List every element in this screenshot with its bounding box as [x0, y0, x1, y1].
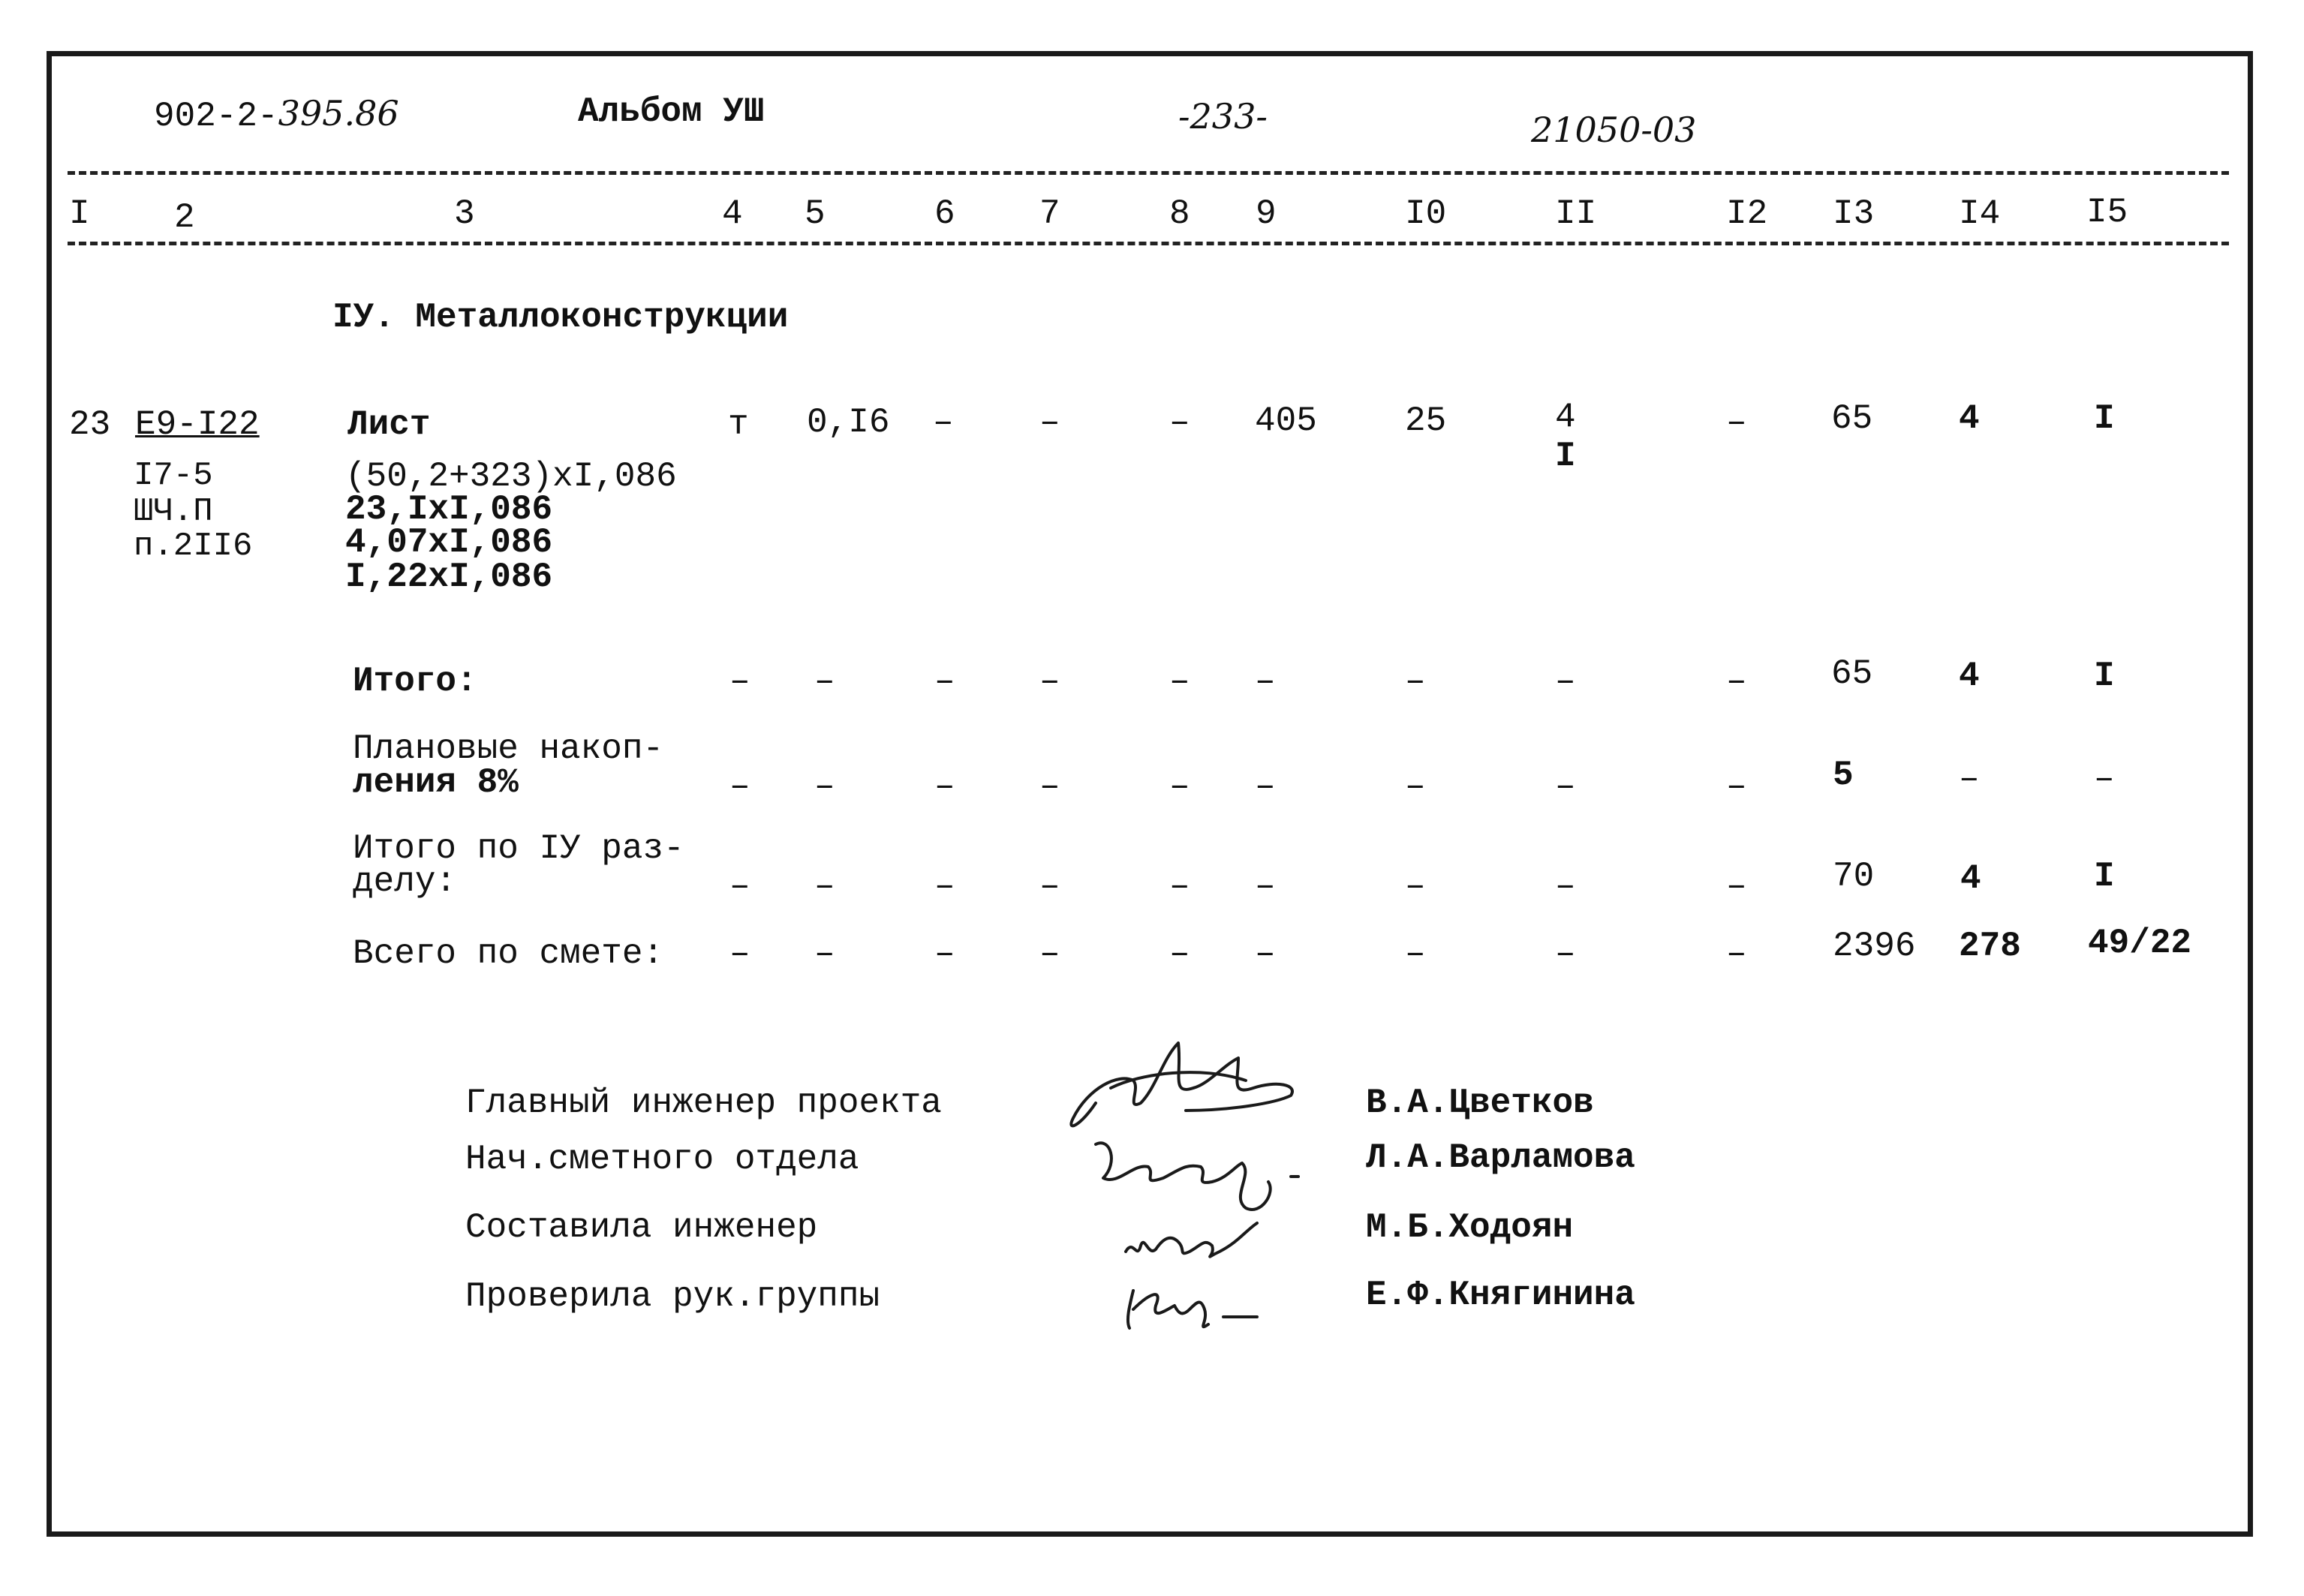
total-label: делу: [353, 862, 457, 901]
dash: – [1039, 767, 1060, 806]
dash: – [1726, 662, 1747, 701]
total-c13: 65 [1831, 654, 1873, 693]
row-c11-bottom: I [1555, 437, 1576, 476]
row-c6: – [933, 403, 954, 442]
signer-role: Нач.сметного отдела [465, 1140, 859, 1179]
row-c12: – [1726, 403, 1747, 442]
col-header: 9 [1256, 194, 1277, 233]
signer-role: Составила инженер [465, 1208, 818, 1247]
dash: – [814, 767, 835, 806]
col-header: 5 [805, 194, 826, 233]
total-c14: – [1959, 759, 1980, 798]
col-header: I5 [2086, 193, 2128, 232]
total-c14: 4 [1960, 859, 1981, 898]
dash: – [729, 662, 750, 701]
total-label: Плановые накоп- [353, 729, 664, 768]
dash: – [1039, 934, 1060, 973]
row-number: 23 [69, 405, 111, 444]
dash: – [1726, 934, 1747, 973]
dash: – [1555, 767, 1576, 806]
dash: – [1039, 867, 1060, 906]
row-calc: (50,2+323)хI,086 [345, 457, 677, 496]
dash: – [1405, 767, 1426, 806]
dash: – [1555, 867, 1576, 906]
dash: – [1255, 867, 1276, 906]
dash: – [1555, 934, 1576, 973]
signer-name: В.А.Цветков [1366, 1084, 1594, 1123]
row-c10: 25 [1405, 401, 1447, 440]
dash: – [729, 767, 750, 806]
col-header: I2 [1726, 194, 1768, 233]
row-c8: – [1169, 403, 1190, 442]
dash: – [1405, 934, 1426, 973]
col-header: 4 [722, 194, 743, 233]
total-label: Итого по IУ раз- [353, 829, 684, 868]
row-c14: 4 [1959, 399, 1980, 438]
total-label: ления 8% [353, 763, 519, 802]
row-ref: п.2II6 [134, 527, 253, 565]
row-calc: I,22хI,086 [345, 558, 553, 597]
header-rule-top [68, 171, 2229, 175]
dash: – [1169, 934, 1190, 973]
row-c9: 405 [1255, 401, 1317, 440]
dash: – [1726, 767, 1747, 806]
doc-code: 21050-03 [1531, 110, 1697, 150]
total-c15: I [2094, 657, 2115, 696]
total-c13: 2396 [1833, 927, 1916, 966]
dash: – [934, 934, 955, 973]
total-c13: 70 [1833, 857, 1875, 896]
header-rule-bottom [68, 242, 2229, 245]
dash: – [1169, 662, 1190, 701]
row-unit: т [728, 405, 749, 444]
total-c15: I [2094, 857, 2115, 896]
col-header: I [69, 194, 90, 233]
dash: – [729, 867, 750, 906]
row-c7: – [1039, 403, 1060, 442]
row-calc: 23,IхI,086 [345, 490, 553, 529]
total-c14: 4 [1959, 657, 1980, 696]
dash: – [1255, 934, 1276, 973]
handwritten-signatures-graphic [1051, 1013, 1321, 1336]
dash: – [1169, 767, 1190, 806]
dash: – [729, 934, 750, 973]
dash: – [934, 662, 955, 701]
dash: – [1405, 662, 1426, 701]
row-name: Лист [347, 405, 431, 444]
dash: – [934, 767, 955, 806]
col-header: 3 [454, 194, 475, 233]
col-header: 2 [174, 198, 195, 237]
row-c11-top: 4 [1555, 398, 1576, 437]
col-header: I0 [1405, 194, 1447, 233]
dash: – [814, 934, 835, 973]
dash: – [814, 662, 835, 701]
signer-role: Главный инженер проекта [465, 1084, 942, 1123]
total-c13: 5 [1833, 756, 1854, 795]
signer-role: Проверила рук.группы [465, 1277, 880, 1316]
total-label: Итого: [353, 662, 477, 701]
row-qty: 0,I6 [807, 403, 890, 442]
dash: – [1555, 662, 1576, 701]
dash: – [1039, 662, 1060, 701]
col-header: 7 [1039, 194, 1060, 233]
row-c13: 65 [1831, 399, 1873, 438]
dash: – [1405, 867, 1426, 906]
row-ref: ШЧ.П [134, 493, 213, 530]
signer-name: Л.А.Варламова [1366, 1138, 1635, 1177]
page-number: -233- [1178, 96, 1268, 137]
col-header: 8 [1169, 194, 1190, 233]
doc-number: 902-2-395.86 [154, 93, 399, 136]
total-c14: 278 [1959, 927, 2021, 966]
col-header: I3 [1833, 194, 1875, 233]
dash: – [1255, 662, 1276, 701]
col-header: II [1555, 194, 1597, 233]
album-label: Альбом УШ [578, 92, 765, 131]
dash: – [934, 867, 955, 906]
row-c15: I [2094, 399, 2115, 438]
col-header: I4 [1959, 194, 2001, 233]
row-calc: 4,07хI,086 [345, 523, 553, 562]
row-code: Е9-I22 [135, 405, 260, 444]
signer-name: М.Б.Ходоян [1366, 1208, 1574, 1247]
dash: – [1255, 767, 1276, 806]
section-title: IУ. Металлоконструкции [332, 298, 789, 337]
row-ref: I7-5 [134, 457, 213, 494]
signer-name: Е.Ф.Княгинина [1366, 1276, 1635, 1315]
total-label: Всего по смете: [353, 934, 664, 973]
total-c15: – [2094, 759, 2115, 798]
col-header: 6 [934, 194, 955, 233]
dash: – [1726, 867, 1747, 906]
dash: – [1169, 867, 1190, 906]
dash: – [814, 867, 835, 906]
total-c15: 49/22 [2088, 924, 2192, 963]
